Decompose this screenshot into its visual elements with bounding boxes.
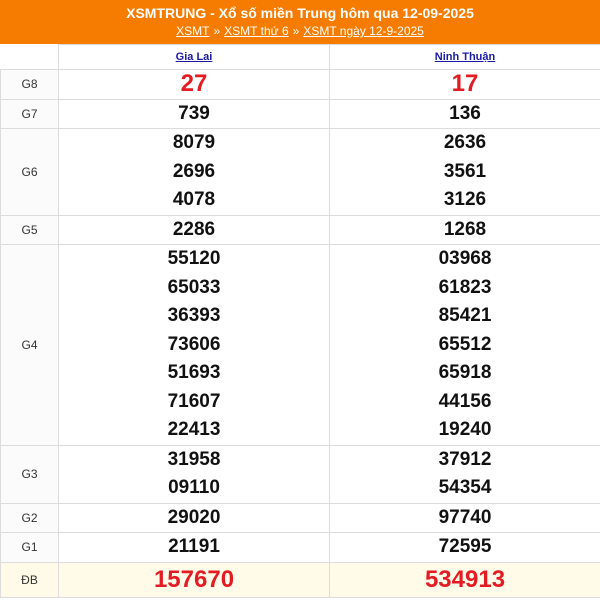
result-number: 73606 (167, 333, 221, 355)
result-number: 61823 (438, 276, 492, 298)
ninh-thuan-numbers (330, 445, 600, 503)
prize-row-g2 (1, 503, 600, 533)
gia-lai-numbers (59, 129, 330, 216)
result-number: 09110 (168, 477, 220, 498)
result-number: 534913 (424, 565, 506, 593)
prize-label: G8 (1, 70, 59, 100)
result-number: 72595 (438, 536, 492, 557)
result-number: 37912 (438, 448, 492, 470)
breadcrumb-separator: » (292, 24, 300, 38)
header-corner-cell (1, 45, 59, 70)
result-number: 55120 (167, 248, 221, 269)
page-title: XSMTRUNG - Xổ số miền Trung hôm qua 12-09-2025 (126, 5, 474, 21)
gia-lai-numbers (59, 70, 330, 100)
column-header-ninh-thuan (330, 45, 600, 70)
result-number: 29020 (167, 506, 221, 528)
prize-label: G1 (1, 533, 59, 563)
gia-lai-numbers (59, 215, 330, 245)
result-number: 51693 (167, 362, 221, 383)
result-number: 2286 (172, 218, 216, 240)
prize-label: ĐB (1, 562, 59, 597)
gia-lai-numbers (59, 503, 330, 533)
gia-lai-numbers (59, 99, 330, 129)
result-number: 36393 (167, 305, 221, 326)
province-link-ninh-thuan[interactable]: Ninh Thuận (434, 51, 496, 63)
ninh-thuan-numbers (330, 562, 600, 597)
page-header (0, 0, 600, 44)
result-number: 97740 (438, 506, 492, 528)
result-number: 65033 (167, 276, 221, 298)
result-number: 2636 (443, 132, 487, 153)
breadcrumb-link-xsmt-friday[interactable]: XSMT thứ 6 (224, 24, 289, 38)
prize-row-g8 (1, 70, 600, 100)
result-number: 03968 (438, 248, 492, 269)
prize-label: G2 (1, 503, 59, 533)
result-number: 21191 (168, 536, 220, 557)
breadcrumb-separator: » (213, 24, 221, 38)
result-number: 157670 (153, 565, 235, 593)
prize-row-g1 (1, 533, 600, 563)
result-number: 19240 (438, 419, 492, 440)
ninh-thuan-numbers (330, 129, 600, 216)
ninh-thuan-numbers (330, 70, 600, 100)
prize-label: G4 (1, 245, 59, 446)
prize-row-g5 (1, 215, 600, 245)
ninh-thuan-numbers (330, 503, 600, 533)
result-number: 85421 (438, 305, 492, 326)
breadcrumb-link-xsmt-date[interactable]: XSMT ngày 12-9-2025 (303, 24, 424, 38)
province-link-gia-lai[interactable]: Gia Lai (175, 51, 213, 63)
prize-row-g6 (1, 129, 600, 216)
result-number: 27 (180, 70, 208, 97)
result-number: 17 (451, 70, 479, 97)
result-number: 2696 (172, 160, 216, 182)
prize-row-special (1, 562, 600, 597)
result-number: 4078 (172, 189, 216, 210)
result-number: 65512 (438, 333, 492, 355)
result-number: 8079 (172, 132, 216, 153)
prize-label: G5 (1, 215, 59, 245)
table-header-row (1, 45, 600, 70)
gia-lai-numbers (59, 245, 330, 446)
gia-lai-numbers (59, 562, 330, 597)
results-table (0, 44, 600, 598)
ninh-thuan-numbers (330, 99, 600, 129)
result-number: 54354 (438, 477, 492, 498)
result-number: 65918 (438, 362, 492, 383)
result-number: 31958 (167, 448, 221, 470)
ninh-thuan-numbers (330, 245, 600, 446)
result-number: 1268 (443, 218, 487, 240)
prize-label: G7 (1, 99, 59, 129)
result-number: 136 (449, 102, 481, 124)
result-number: 71607 (167, 390, 221, 412)
result-number: 3126 (443, 189, 487, 210)
prize-row-g4 (1, 245, 600, 446)
column-header-gia-lai (59, 45, 330, 70)
result-number: 22413 (167, 419, 221, 440)
result-number: 739 (178, 102, 210, 124)
prize-label: G6 (1, 129, 59, 216)
prize-label: G3 (1, 445, 59, 503)
breadcrumb-link-xsmt[interactable]: XSMT (176, 24, 210, 38)
prize-row-g3 (1, 445, 600, 503)
result-number: 3561 (443, 160, 487, 182)
breadcrumb (0, 23, 600, 39)
gia-lai-numbers (59, 533, 330, 563)
gia-lai-numbers (59, 445, 330, 503)
ninh-thuan-numbers (330, 215, 600, 245)
ninh-thuan-numbers (330, 533, 600, 563)
result-number: 44156 (438, 390, 492, 412)
prize-row-g7 (1, 99, 600, 129)
